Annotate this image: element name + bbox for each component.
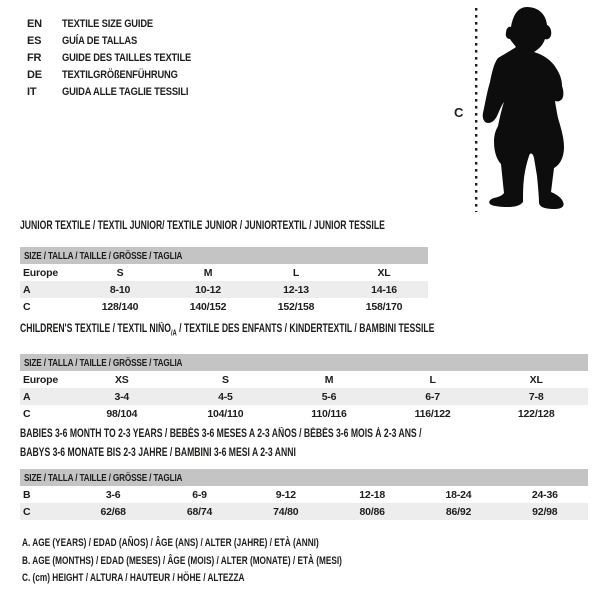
toddler-silhouette-icon (482, 6, 594, 210)
cell: 9-12 (275, 488, 296, 501)
cell: 8-10 (109, 283, 131, 296)
language-label: TEXTILE SIZE GUIDE (62, 18, 153, 30)
language-label: TEXTILGRÖßENFÜHRUNG (62, 69, 178, 81)
table-row (20, 405, 588, 422)
title-line-1: BABIES 3-6 MONTH TO 2-3 YEARS / BEBÉS 3-6 MESES A 2-3 AÑOS / BÉBÉS 3-6 MOIS À 2-3 ANS / (20, 428, 422, 440)
title-line-2: BABYS 3-6 MONATE BIS 2-3 JAHRE / BAMBINI 3-6 MESI A 2-3 ANNI (20, 447, 296, 459)
row-label: Europe (23, 266, 58, 279)
cell: 62/68 (100, 505, 126, 518)
language-label: GUIDA ALLE TAGLIE TESSILI (62, 86, 189, 98)
cell: 80/86 (359, 505, 385, 518)
cell: M (324, 373, 334, 386)
cell: L (292, 266, 300, 279)
section-title: JUNIOR TEXTILE / TEXTIL JUNIOR/ TEXTILE JUNIOR / JUNIORTEXTIL / JUNIOR TESSILE (20, 220, 385, 232)
table-row (20, 281, 428, 298)
cell: L (429, 373, 436, 386)
size-header-row (20, 354, 588, 371)
cell: 98/104 (106, 407, 138, 420)
cell: 122/128 (517, 407, 555, 420)
row-label: C (23, 407, 31, 420)
size-header-label: SIZE / TALLA / TAILLE / GRÖSSE / TAGLIA (24, 249, 183, 262)
measure-legend (22, 535, 449, 588)
title-suffix: / TEXTILE DES ENFANTS / KINDERTEXTIL / BAMBINI TESSILE (176, 323, 435, 335)
cell: 6-7 (425, 390, 440, 403)
cell: 110/116 (311, 407, 347, 420)
cell: 128/140 (101, 300, 139, 313)
cell: 14-16 (371, 283, 397, 296)
row-label: B (23, 488, 31, 501)
cell: M (203, 266, 213, 279)
cell: S (221, 373, 229, 386)
size-header-label: SIZE / TALLA / TAILLE / GRÖSSE / TAGLIA (24, 471, 183, 484)
cell: 12-13 (283, 283, 309, 296)
babies-size-table (20, 469, 588, 520)
size-header-row (20, 469, 588, 486)
height-dotted-line-icon (474, 8, 479, 212)
cell: 3-4 (114, 390, 130, 403)
language-list (27, 16, 214, 101)
section-title (20, 425, 446, 463)
cell: 18-24 (445, 488, 472, 501)
title-subscript: /A (170, 328, 177, 338)
table-row (20, 388, 588, 405)
language-code: ES (27, 35, 42, 47)
table-row (20, 298, 428, 315)
section-junior-textile (20, 219, 428, 315)
language-row-en (27, 16, 214, 33)
cell: 7-8 (528, 390, 544, 403)
cell: 3-6 (105, 488, 121, 501)
table-row (20, 503, 588, 520)
row-label: Europe (23, 373, 58, 386)
section-childrens-textile (20, 322, 588, 422)
cell: 86/92 (445, 505, 472, 518)
cell: 104/110 (207, 407, 244, 420)
cell: 74/80 (273, 505, 299, 518)
cell: 12-18 (359, 488, 386, 501)
section-title (20, 322, 446, 340)
cell: XL (377, 266, 391, 279)
language-row-de (27, 67, 214, 84)
language-row-fr (27, 50, 214, 67)
junior-size-table (20, 247, 428, 315)
language-label: GUIDE DES TAILLES TEXTILE (62, 52, 192, 64)
baby-figure (450, 6, 600, 214)
cell: XL (529, 373, 543, 386)
table-row (20, 486, 588, 503)
children-size-table (20, 354, 588, 422)
cell: 152/158 (277, 300, 315, 313)
legend-line-a: A. AGE (YEARS) / EDAD (AÑOS) / ÂGE (ANS) / ALTER (JAHRE) / ETÀ (ANNI) (22, 537, 319, 549)
language-code: EN (27, 18, 42, 30)
cell: 10-12 (195, 283, 221, 296)
row-label: A (23, 390, 31, 403)
legend-line-c: C. (cm) HEIGHT / ALTURA / HAUTEUR / HÖHE / ALTEZZA (22, 572, 245, 584)
cell: 92/98 (532, 505, 558, 518)
cell: S (116, 266, 124, 279)
cell: 68/74 (186, 505, 213, 518)
cell: 4-5 (218, 390, 233, 403)
size-header-row (20, 247, 428, 264)
cell: 158/170 (365, 300, 403, 313)
language-row-it (27, 84, 214, 101)
language-row-es (27, 33, 214, 50)
cell: 116/122 (414, 407, 451, 420)
language-code: IT (27, 86, 37, 98)
cell: 24-36 (531, 488, 558, 501)
language-code: DE (27, 69, 42, 81)
row-label: C (23, 300, 31, 313)
section-babies-textile (20, 425, 588, 520)
cell: XS (114, 373, 129, 386)
legend-line-b: B. AGE (MONTHS) / EDAD (MESES) / ÂGE (MOIS) / ALTER (MONATE) / ETÀ (MESI) (22, 554, 342, 567)
table-row (20, 371, 588, 388)
language-code: FR (27, 52, 42, 64)
table-row (20, 264, 428, 281)
cell: 140/152 (189, 300, 227, 313)
title-prefix: CHILDREN'S TEXTILE / TEXTIL NIÑO (20, 323, 171, 335)
language-label: GUÍA DE TALLAS (62, 35, 138, 47)
row-label: A (23, 283, 31, 296)
cell: 5-6 (321, 390, 337, 403)
cell: 6-9 (192, 488, 207, 501)
size-header-label: SIZE / TALLA / TAILLE / GRÖSSE / TAGLIA (24, 356, 183, 369)
height-measure-label: C (454, 105, 464, 120)
row-label: C (23, 505, 31, 518)
